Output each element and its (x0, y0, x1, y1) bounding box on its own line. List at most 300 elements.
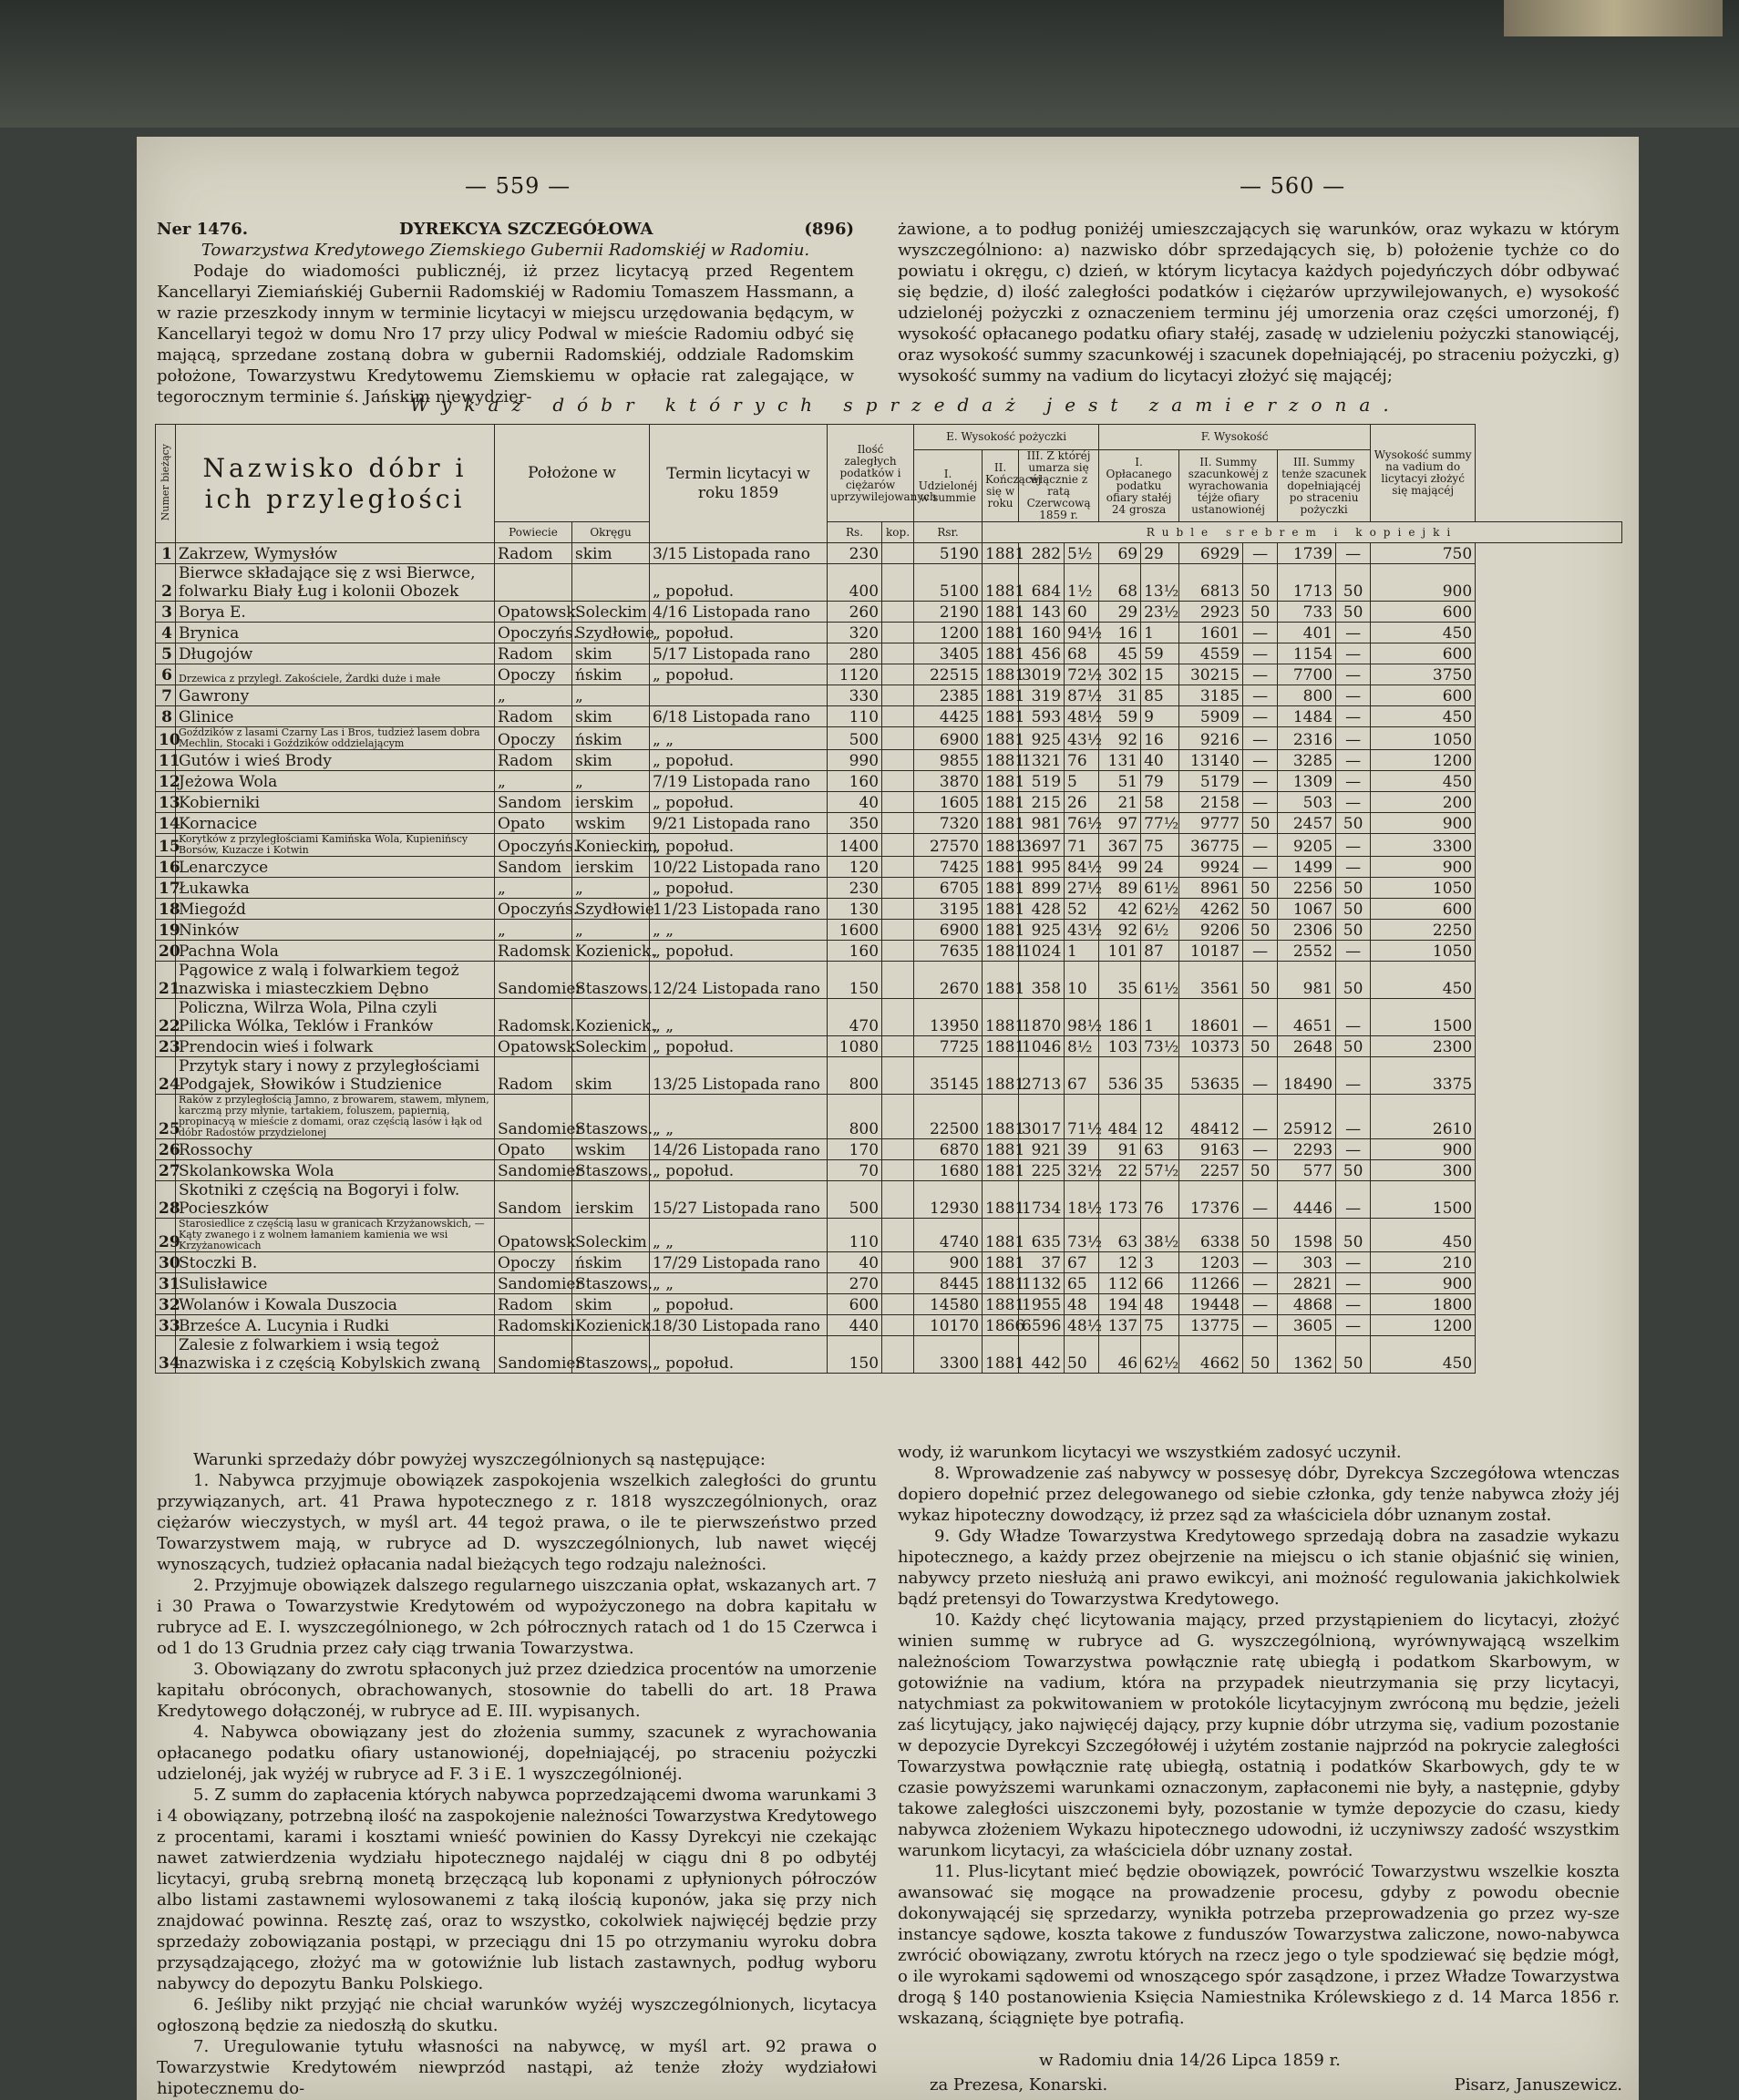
cell-term: 10/22 Listopada rano (650, 857, 828, 878)
cell-okr: wskim (572, 813, 650, 834)
cell-okr: Konieckim (572, 834, 650, 857)
cell-d: 120 (828, 857, 882, 878)
cell-f3k: — (1336, 706, 1371, 727)
cell-n: 6 (156, 664, 176, 685)
condition-paragraph: 3. Obowiązany do zwrotu spłaconych już przez dziedzica procentów na umorzenie kapitału obróconych, obrachowanych, stosownie do tabelli do art. 18 Prawa Kredytowego dołączonéj, w rubryce ad E. III. wypisanych. (157, 1660, 877, 1721)
cell-e3: 143 (1019, 602, 1065, 623)
cell-f3k: — (1336, 664, 1371, 685)
cell-e2: 1881 (983, 1095, 1019, 1139)
cell-okr: Staszows. (572, 1160, 650, 1181)
cell-e3k: 67 (1065, 1252, 1099, 1273)
cell-okr: ierskim (572, 857, 650, 878)
cell-e1: 2385 (914, 685, 983, 706)
cell-f3k: — (1336, 1315, 1371, 1336)
cell-pow: Radom (495, 543, 572, 564)
cell-term: „ „ (650, 999, 828, 1036)
cell-f2: 10187 (1179, 941, 1243, 962)
cell-empty (882, 771, 914, 792)
cell-f2: 11266 (1179, 1273, 1243, 1294)
cell-f3k: — (1336, 1294, 1371, 1315)
cell-f1: 484 (1099, 1095, 1141, 1139)
book-spine (1504, 0, 1723, 36)
cell-f3: 1598 (1278, 1219, 1336, 1252)
cell-e3: 3019 (1019, 664, 1065, 685)
cell-f1: 45 (1099, 643, 1141, 664)
cell-f3k: — (1336, 623, 1371, 643)
cell-f2: 5909 (1179, 706, 1243, 727)
cell-f2k: — (1243, 643, 1278, 664)
table-row (156, 1095, 1622, 1139)
cell-empty (882, 1036, 914, 1057)
cell-f1: 101 (1099, 941, 1141, 962)
cell-f1k: 57½ (1141, 1160, 1179, 1181)
cell-name: Skotniki z częścią na Bogoryi i folw. Pocieszków (176, 1181, 495, 1219)
cell-d: 440 (828, 1315, 882, 1336)
cell-term: 7/19 Listopada rano (650, 771, 828, 792)
cell-name: Raków z przyległością Jamno, z browarem, stawem, młynem, karczmą przy młynie, tartakiem, foluszem, papiernią, propinacyą w mieście z domami, oraz częścią lasów i łąk od dóbr Radostów przydzielonej (176, 1095, 495, 1139)
cell-e3: 6596 (1019, 1315, 1065, 1336)
cell-empty (882, 1160, 914, 1181)
cell-empty (882, 623, 914, 643)
cell-e3k: 76½ (1065, 813, 1099, 834)
cell-f3: 2552 (1278, 941, 1336, 962)
cell-n: 31 (156, 1273, 176, 1294)
cell-f1k: 87 (1141, 941, 1179, 962)
cell-pow: Opoczyńs. (495, 899, 572, 920)
cell-f3: 1499 (1278, 857, 1336, 878)
condition-paragraph: Warunki sprzedaży dóbr powyżej wyszczególnionych są następujące: (193, 1450, 766, 1469)
cell-f1: 35 (1099, 962, 1141, 999)
condition-paragraph: 6. Jeśliby nikt przyjąć nie chciał warunków wyżéj wyszczególnionych, licytacya ogłoszoną będzie za niedoszłą do skutku. (157, 1995, 877, 2035)
cell-n: 26 (156, 1139, 176, 1160)
cell-f2: 13140 (1179, 750, 1243, 771)
cell-e2: 1881 (983, 920, 1019, 941)
cell-e2: 1881 (983, 623, 1019, 643)
cell-f3k: — (1336, 750, 1371, 771)
cell-g: 3300 (1371, 834, 1476, 857)
cell-e2: 1881 (983, 1273, 1019, 1294)
cell-d: 320 (828, 623, 882, 643)
cell-g: 1050 (1371, 941, 1476, 962)
cell-okr: „ (572, 685, 650, 706)
condition-paragraph: 11. Plus-licytant mieć będzie obowiązek, powrócić Towarzystwu wszelkie koszta awansować się mogące na prowadzenie procesu, gdyby z powodu obecnie dokonywającéj się sprzedarzy, wynikła potrzeba przeprowadzenia go przez wy-sze instancye sądowe, koszta takowe z funduszów Towarzystwa zaliczone, nowo-nabywca zwrócić obowiązany, zwrotu których na rzecz jego o tyle spodziewać się będzie mógł, o ile wyrokami sądowemi od wnoszącego spór zasądzone, i przez Władze Towarzystwa drogą § 140 postanowienia Księcia Namiestnika Królewskiego z d. 14 Marca 1856 r. wskazaną, ściągnięte bye potrafią. (898, 1862, 1620, 2028)
col-e: E. Wysokość pożyczki (914, 425, 1099, 450)
cell-empty (882, 664, 914, 685)
cell-e3: 456 (1019, 643, 1065, 664)
cell-g: 450 (1371, 1219, 1476, 1252)
cell-okr: skim (572, 706, 650, 727)
cell-f2k: — (1243, 792, 1278, 813)
cell-pow: „ (495, 685, 572, 706)
cell-name: Miegoźd (176, 899, 495, 920)
cell-e3: 1321 (1019, 750, 1065, 771)
cell-d: 130 (828, 899, 882, 920)
cell-f2: 18601 (1179, 999, 1243, 1036)
cell-d: 150 (828, 962, 882, 999)
cell-g: 1200 (1371, 750, 1476, 771)
cell-d: 40 (828, 792, 882, 813)
cell-e3: 921 (1019, 1139, 1065, 1160)
cell-pow: Radomsk. (495, 999, 572, 1036)
cell-f2: 4662 (1179, 1336, 1243, 1374)
cell-e3: 160 (1019, 623, 1065, 643)
cell-d: 160 (828, 941, 882, 962)
cell-empty (882, 1181, 914, 1219)
cell-f1k: 75 (1141, 1315, 1179, 1336)
cell-e3: 1734 (1019, 1181, 1065, 1219)
cell-f2: 8961 (1179, 878, 1243, 899)
cell-term: „ popołud. (650, 1160, 828, 1181)
cell-term: „ popołud. (650, 878, 828, 899)
cell-pow: Radomski. (495, 1315, 572, 1336)
cell-empty (882, 1252, 914, 1273)
cell-f1k: 23½ (1141, 602, 1179, 623)
cell-pow (495, 564, 572, 602)
cell-e3: 282 (1019, 543, 1065, 564)
cell-term: „ popołud. (650, 750, 828, 771)
page-number-left: — 559 — (465, 173, 571, 199)
cell-d: 230 (828, 543, 882, 564)
col-f3: III. Summy tenże szacunek dopełniającéj po straceniu pożyczki (1278, 450, 1371, 522)
cell-e3k: 76 (1065, 750, 1099, 771)
condition-paragraph: 5. Z summ do zapłacenia których nabywca poprzedzającemi dwoma warunkami 3 i 4 obowiązany, potrzebną ilość na zaspokojenie należności Towarzystwa Kredytowego z procentami, karami i kosztami wnieść powinien do Kassy Dyrekcyi nie czekając nawet zatwierdzenia wydziału hipotecznego najdaléj w ciągu dni 8 po odbytéj licytacyi, grubą srebrną monetą brzęczącą lub koponami z upłynionych półroczów albo listami zastawnemi wylosowanemi z taką ilością kuponów, jaka się przy nich znajdować powinna. Resztę zaś, oraz to wszystko, cokolwiek najwięcéj będzie przy sprzedaży zobowiązania postąpi, w przeciągu dni 15 po otrzymaniu wyroku dobra przysądzającego, złożyć ma w gotowiźnie lub listach zastawnych, podług wyboru nabywcy do depozytu Banku Polskiego. (157, 1786, 877, 1993)
condition-paragraph: 9. Gdy Władze Towarzystwa Kredytowego sprzedają dobra na zasadzie wykazu hipotecznego, a każdy przez obejrzenie na miejscu o ich stanie objaśnić się winien, nabywcy przeto niesłużą ani prawo ewikcyi, ani możność regulowania jakichkolwiek bądź pretensyi do Towarzystwa Kredytowego. (898, 1527, 1620, 1609)
cell-e2: 1881 (983, 878, 1019, 899)
cell-pow: Sandom (495, 857, 572, 878)
cell-g: 1200 (1371, 1315, 1476, 1336)
cell-e1: 1200 (914, 623, 983, 643)
cell-f1: 31 (1099, 685, 1141, 706)
table-row (156, 1336, 1622, 1374)
cell-name: Zakrzew, Wymysłów (176, 543, 495, 564)
cell-name: Pachna Wola (176, 941, 495, 962)
intro-left-text: Podaje do wiadomości publicznéj, iż przez licytacyą przed Regentem Kancellaryi Ziemiańskiéj Gubernii Radomskiéj w Radomiu Tomaszem Hassmann, a w razie przeszkody innym w terminie licytacyi w miejscu urzędowania będącym, w Kancellaryi tegoż w domu Nro 17 przy ulicy Podwal w mieście Radomiu odbyć się mającą, sprzedane zostaną dobra w gubernii Radomskiéj, oddziale Radomskim położone, Towarzystwu Kredytowemu Ziemskiemu w opłacie rat zalegające, w tegorocznym terminie ś. Jańskim niewydzier- (157, 262, 854, 407)
cell-d: 1120 (828, 664, 882, 685)
cell-f3: 3605 (1278, 1315, 1336, 1336)
cell-e3k: 5 (1065, 771, 1099, 792)
cell-d: 1080 (828, 1036, 882, 1057)
cell-f1: 68 (1099, 564, 1141, 602)
cell-f1k: 12 (1141, 1095, 1179, 1139)
cell-empty (882, 1273, 914, 1294)
cell-e2: 1881 (983, 899, 1019, 920)
col-e1: I. Udzielonéj w summie (914, 450, 983, 522)
cell-term: „ „ (650, 1219, 828, 1252)
cell-e3: 1024 (1019, 941, 1065, 962)
cell-term: „ „ (650, 920, 828, 941)
cell-d: 110 (828, 706, 882, 727)
cell-g: 900 (1371, 1273, 1476, 1294)
cell-okr: skim (572, 543, 650, 564)
cell-n: 24 (156, 1057, 176, 1095)
cell-e3k: 27½ (1065, 878, 1099, 899)
cell-e1: 1605 (914, 792, 983, 813)
cell-f2k: 50 (1243, 564, 1278, 602)
cell-e3k: 68 (1065, 643, 1099, 664)
cell-term (650, 685, 828, 706)
cell-term: „ „ (650, 1273, 828, 1294)
col-e3: III. Z któréj umarza się włącznie z ratą Czerwcową 1859 r. (1019, 450, 1099, 522)
cell-d: 1400 (828, 834, 882, 857)
cell-f1k: 76 (1141, 1181, 1179, 1219)
cell-e3k: 18½ (1065, 1181, 1099, 1219)
cell-f2k: 50 (1243, 962, 1278, 999)
page-number-right: — 560 — (1240, 173, 1346, 199)
cell-e1: 22500 (914, 1095, 983, 1139)
cell-e3: 215 (1019, 792, 1065, 813)
cell-empty (882, 706, 914, 727)
cell-n: 20 (156, 941, 176, 962)
cell-f1k: 16 (1141, 727, 1179, 750)
cell-g: 600 (1371, 643, 1476, 664)
cell-f3: 4868 (1278, 1294, 1336, 1315)
table-row (156, 1036, 1622, 1057)
cell-f3: 733 (1278, 602, 1336, 623)
cell-name: Rossochy (176, 1139, 495, 1160)
cell-f1k: 58 (1141, 792, 1179, 813)
cell-f3: 2293 (1278, 1139, 1336, 1160)
cell-n: 8 (156, 706, 176, 727)
cell-f3k: 50 (1336, 962, 1371, 999)
cell-e3: 1132 (1019, 1273, 1065, 1294)
table-row (156, 834, 1622, 857)
cell-f1: 99 (1099, 857, 1141, 878)
intro-left (157, 261, 854, 407)
cell-e1: 27570 (914, 834, 983, 857)
cell-f2: 30215 (1179, 664, 1243, 685)
cell-e3k: 39 (1065, 1139, 1099, 1160)
cell-name: Policzna, Wilrza Wola, Pilna czyli Pilicka Wólka, Teklów i Franków (176, 999, 495, 1036)
cell-n: 3 (156, 602, 176, 623)
cell-name: Prendocin wieś i folwark (176, 1036, 495, 1057)
cell-okr: Kozienick. (572, 999, 650, 1036)
cell-f1: 12 (1099, 1252, 1141, 1273)
cell-f2k: — (1243, 1095, 1278, 1139)
cell-f3k: — (1336, 1139, 1371, 1160)
cell-e1: 7320 (914, 813, 983, 834)
cell-f3: 2648 (1278, 1036, 1336, 1057)
cell-f2k: — (1243, 1273, 1278, 1294)
cell-f1k: 59 (1141, 643, 1179, 664)
cell-e3k: 48½ (1065, 706, 1099, 727)
cell-okr: Staszows. (572, 962, 650, 999)
cell-e3k: 72½ (1065, 664, 1099, 685)
cell-name: Łukawka (176, 878, 495, 899)
cell-name: Borya E. (176, 602, 495, 623)
table-row (156, 750, 1622, 771)
cell-f3k: 50 (1336, 1336, 1371, 1374)
cell-f3: 4651 (1278, 999, 1336, 1036)
cell-f2k: — (1243, 623, 1278, 643)
cell-f1: 536 (1099, 1057, 1141, 1095)
cell-d: 330 (828, 685, 882, 706)
table-row (156, 1315, 1622, 1336)
cell-empty (882, 1315, 914, 1336)
cell-f3k: 50 (1336, 1160, 1371, 1181)
cell-f1k: 48 (1141, 1294, 1179, 1315)
cell-f2: 2257 (1179, 1160, 1243, 1181)
cell-e2: 1881 (983, 941, 1019, 962)
cell-term: „ popołud. (650, 1036, 828, 1057)
cell-g: 450 (1371, 706, 1476, 727)
cell-e1: 8445 (914, 1273, 983, 1294)
cell-name: Kornacice (176, 813, 495, 834)
table-row (156, 643, 1622, 664)
condition-paragraph: wody, iż warunkom licytacyi we wszystkiém zadosyć uczynił. (898, 1443, 1402, 1462)
cell-f1k: 40 (1141, 750, 1179, 771)
cell-f1: 103 (1099, 1036, 1141, 1057)
cell-d: 280 (828, 643, 882, 664)
cell-f3: 1713 (1278, 564, 1336, 602)
cell-f1: 137 (1099, 1315, 1141, 1336)
cell-e1: 5100 (914, 564, 983, 602)
cell-f2: 48412 (1179, 1095, 1243, 1139)
cell-e3: 1955 (1019, 1294, 1065, 1315)
cell-d: 400 (828, 564, 882, 602)
cell-d: 990 (828, 750, 882, 771)
cell-n: 25 (156, 1095, 176, 1139)
cell-pow: Opoczyńs. (495, 834, 572, 857)
cell-f3: 1484 (1278, 706, 1336, 727)
cell-okr: skim (572, 1057, 650, 1095)
cell-g: 900 (1371, 813, 1476, 834)
cell-f3k: — (1336, 999, 1371, 1036)
conditions-right (898, 1442, 1620, 2029)
cell-f1: 59 (1099, 706, 1141, 727)
cell-f1k: 3 (1141, 1252, 1179, 1273)
cell-f2: 6813 (1179, 564, 1243, 602)
cell-e3k: 48½ (1065, 1315, 1099, 1336)
table-row (156, 878, 1622, 899)
cell-okr: „ (572, 771, 650, 792)
cell-n: 15 (156, 834, 176, 857)
cell-name: Przytyk stary i nowy z przyległościami Podgajek, Słowików i Studzienice (176, 1057, 495, 1095)
cell-name: Glinice (176, 706, 495, 727)
cell-term: 11/23 Listopada rano (650, 899, 828, 920)
cell-d: 160 (828, 771, 882, 792)
cell-f2k: — (1243, 685, 1278, 706)
cell-term: „ popołud. (650, 1336, 828, 1374)
cell-okr: wskim (572, 1139, 650, 1160)
cell-n: 30 (156, 1252, 176, 1273)
cell-e3k: 60 (1065, 602, 1099, 623)
cell-f1: 21 (1099, 792, 1141, 813)
col-rs: Rs. (828, 522, 882, 543)
cell-e2: 1881 (983, 685, 1019, 706)
cell-f3: 401 (1278, 623, 1336, 643)
col-rsr: Rsr. (914, 522, 983, 543)
cell-n: 5 (156, 643, 176, 664)
cell-e1: 6900 (914, 920, 983, 941)
cell-okr: Staszows. (572, 1336, 650, 1374)
cell-name: Zalesie z folwarkiem i wsią tegoż nazwiska i z częścią Kobylskich zwaną (176, 1336, 495, 1374)
cell-f3: 3285 (1278, 750, 1336, 771)
cell-okr: Staszows. (572, 1273, 650, 1294)
cell-e2: 1881 (983, 1294, 1019, 1315)
cell-term: „ popołud. (650, 941, 828, 962)
cell-e1: 3300 (914, 1336, 983, 1374)
cell-empty (882, 1139, 914, 1160)
cell-f2: 4262 (1179, 899, 1243, 920)
cell-f1k: 29 (1141, 543, 1179, 564)
cell-e2: 1866 (983, 1315, 1019, 1336)
table-row (156, 899, 1622, 920)
cell-pow: Opatowsk. (495, 1036, 572, 1057)
cell-okr: Kozienick. (572, 941, 650, 962)
cell-f3k: 50 (1336, 813, 1371, 834)
cell-f2: 17376 (1179, 1181, 1243, 1219)
cell-e3: 442 (1019, 1336, 1065, 1374)
cell-f2k: — (1243, 1181, 1278, 1219)
cell-e1: 10170 (914, 1315, 983, 1336)
cell-f2k: — (1243, 857, 1278, 878)
cell-f3: 1309 (1278, 771, 1336, 792)
cell-pow: Opatowsk (495, 1219, 572, 1252)
cell-name: Skolankowska Wola (176, 1160, 495, 1181)
cell-f1: 302 (1099, 664, 1141, 685)
cell-pow: Radom (495, 1294, 572, 1315)
cell-f2: 6338 (1179, 1219, 1243, 1252)
cell-d: 170 (828, 1139, 882, 1160)
cell-e3k: 52 (1065, 899, 1099, 920)
cell-f2: 4559 (1179, 643, 1243, 664)
cell-pow: Opoczy (495, 664, 572, 685)
cell-empty (882, 920, 914, 941)
cell-pow: Opato (495, 1139, 572, 1160)
cell-f1: 22 (1099, 1160, 1141, 1181)
cell-f3: 7700 (1278, 664, 1336, 685)
signature-date: w Radomiu dnia 14/26 Lipca 1859 r. (1039, 2051, 1341, 2070)
cell-f2k: 50 (1243, 878, 1278, 899)
cell-e2: 1881 (983, 1336, 1019, 1374)
cell-empty (882, 602, 914, 623)
cell-name: Stoczki B. (176, 1252, 495, 1273)
cell-e2: 1881 (983, 1057, 1019, 1095)
cell-f2: 9777 (1179, 813, 1243, 834)
notice-subtitle: Towarzystwa Kredytowego Ziemskiego Gubernii Radomskiéj w Radomiu. (201, 241, 810, 260)
cell-f3k: — (1336, 771, 1371, 792)
cell-empty (882, 750, 914, 771)
cell-f2k: — (1243, 941, 1278, 962)
cell-okr: Szydłowie (572, 623, 650, 643)
cell-f3: 1154 (1278, 643, 1336, 664)
cell-term: „ popołud. (650, 664, 828, 685)
col-okregu: Okręgu (572, 522, 650, 543)
cell-n: 7 (156, 685, 176, 706)
cell-n: 13 (156, 792, 176, 813)
cell-pow: Sandomier (495, 1273, 572, 1294)
cell-f1: 186 (1099, 999, 1141, 1036)
cell-e2: 1881 (983, 564, 1019, 602)
cell-n: 19 (156, 920, 176, 941)
cell-n: 1 (156, 543, 176, 564)
cell-f3: 2821 (1278, 1273, 1336, 1294)
table-row (156, 1252, 1622, 1273)
cell-e3k: 50 (1065, 1336, 1099, 1374)
signature-president: za Prezesa, Konarski. (930, 2075, 1108, 2095)
cell-e3: 981 (1019, 813, 1065, 834)
cell-e3k: 1½ (1065, 564, 1099, 602)
cell-e2: 1881 (983, 792, 1019, 813)
cell-f1k: 24 (1141, 857, 1179, 878)
table-row (156, 920, 1622, 941)
cell-d: 260 (828, 602, 882, 623)
cell-f2k: 50 (1243, 920, 1278, 941)
cell-e1: 6705 (914, 878, 983, 899)
cell-name: Jeżowa Wola (176, 771, 495, 792)
cell-e3: 1870 (1019, 999, 1065, 1036)
cell-f3k: — (1336, 643, 1371, 664)
